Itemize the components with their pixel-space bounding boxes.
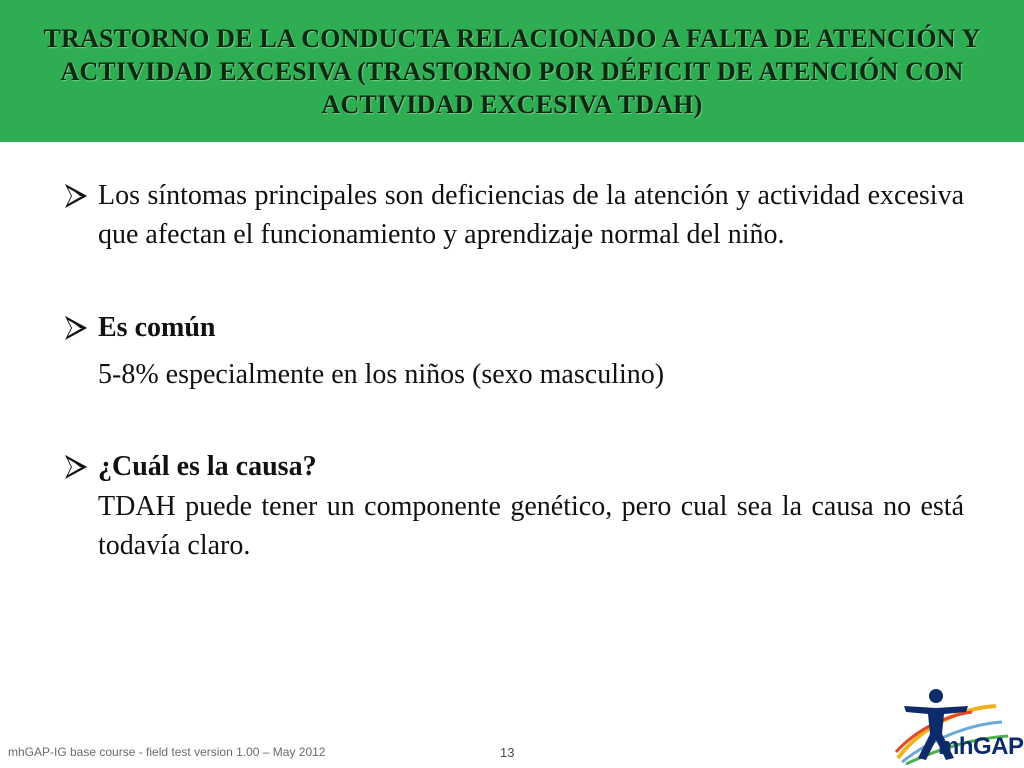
logo-text: mhGAP (938, 733, 1024, 760)
bullet-item-prevalence (62, 308, 964, 394)
bullet-heading: Es común (98, 312, 216, 343)
bullet-heading: ¿Cuál es la causa? (98, 451, 317, 482)
bullet-text: 5-8% especialmente en los niños (sexo masculino) (98, 359, 665, 390)
arrow-bullet-icon (62, 182, 90, 210)
bullet-item-symptoms (62, 176, 964, 254)
page-number: 13 (500, 745, 515, 760)
bullet-text: Los síntomas principales son deficiencias de la atención y actividad excesiva que afectan el funcionamiento y aprendizaje normal del niño. (98, 180, 964, 250)
bullet-text: TDAH puede tener un componente genético, pero cual sea la causa no está todavía claro. (98, 491, 964, 561)
bullet-item-cause (62, 447, 964, 565)
slide-body (62, 176, 964, 565)
title-banner (0, 0, 1024, 142)
arrow-bullet-icon (62, 453, 90, 481)
footer-text: mhGAP-IG base course - field test version 1.00 – May 2012 (8, 745, 326, 759)
slide-title: TRASTORNO DE LA CONDUCTA RELACIONADO A FALTA DE ATENCIÓN Y ACTIVIDAD EXCESIVA (TRASTORNO POR DÉFICIT DE ATENCIÓN CON ACTIVIDAD EXCESIVA TDAH) (43, 23, 981, 119)
arrow-bullet-icon (62, 314, 90, 342)
